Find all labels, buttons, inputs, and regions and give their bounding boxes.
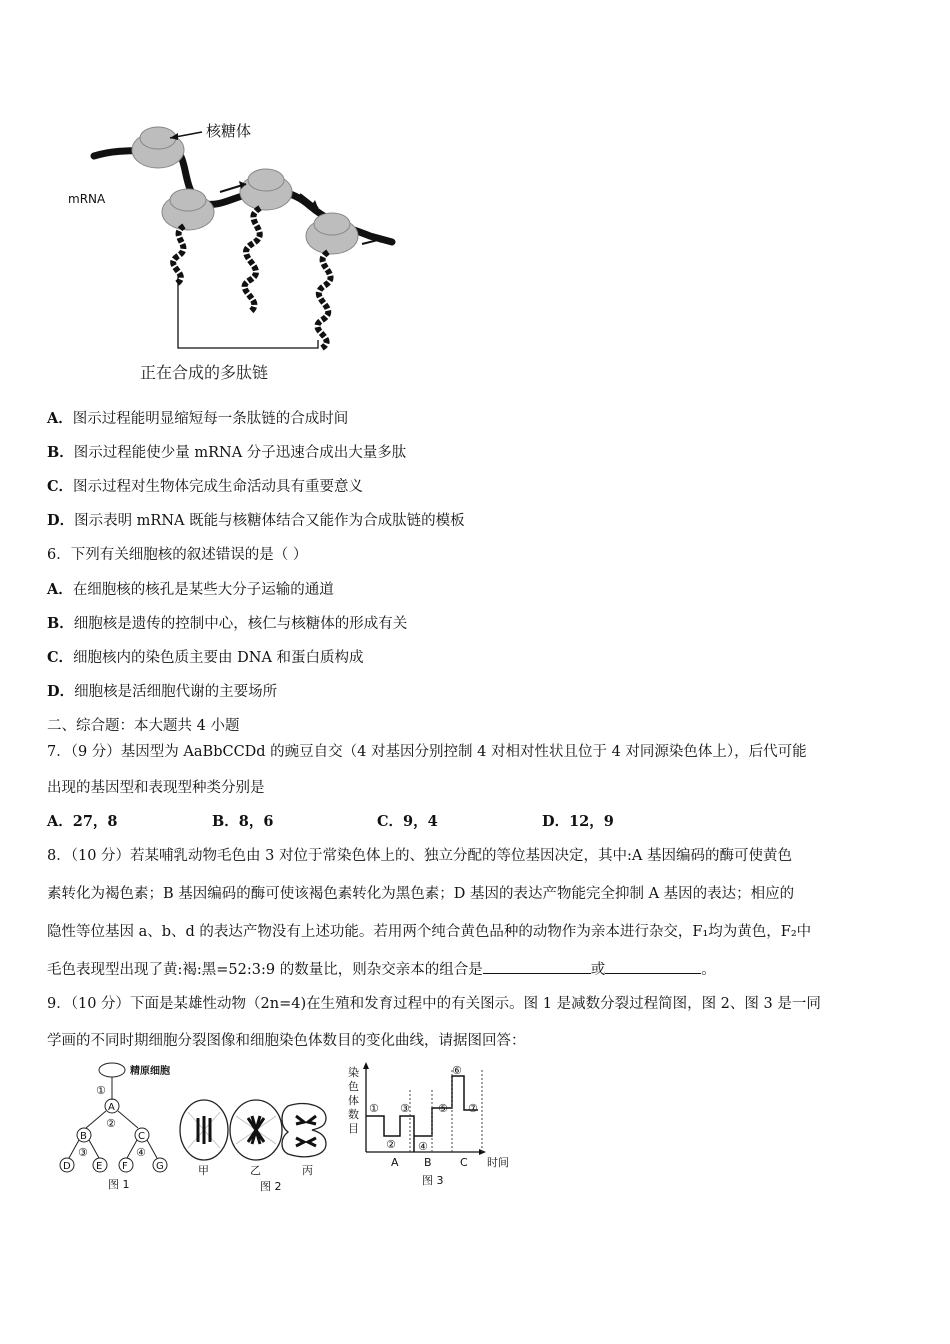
ribosome-2 xyxy=(162,189,214,230)
ribosome-1 xyxy=(132,127,184,168)
polypeptide-chain xyxy=(245,208,260,312)
svg-text:④: ④ xyxy=(136,1146,146,1159)
q7-stem-line2: 出现的基因型和表现型种类分别是 xyxy=(47,780,265,796)
figure-2-caption: 图 2 xyxy=(260,1180,282,1193)
cell-yi xyxy=(230,1100,282,1160)
q8-line4: 毛色表现型出现了黄:褐:黑=52:3:9 的数量比，则杂交亲本的组合是 或 。 xyxy=(47,959,716,980)
q9-line2: 学画的不同时期细胞分裂图像和细胞染色体数目的变化曲线，请据图回答： xyxy=(47,1033,526,1049)
label-ribosome: 核糖体 xyxy=(206,122,252,140)
ribosome-4 xyxy=(306,213,358,254)
q7-option-d[interactable]: D．12，9 xyxy=(542,813,614,830)
svg-text:⑥: ⑥ xyxy=(452,1064,462,1077)
q5-option-a[interactable]: A．图示过程能明显缩短每一条肽链的合成时间 xyxy=(47,410,349,427)
polysome-figure xyxy=(60,108,420,390)
q6-option-a[interactable]: A．在细胞核的核孔是某些大分子运输的通道 xyxy=(47,581,334,598)
svg-text:B: B xyxy=(424,1156,432,1169)
svg-text:染: 染 xyxy=(348,1066,359,1079)
svg-text:G: G xyxy=(156,1161,164,1172)
svg-text:体: 体 xyxy=(348,1094,359,1107)
q8-line3: 隐性等位基因 a、b、d 的表达产物没有上述功能。若用两个纯合黄色品种的动物作为亲本进行杂交，F₁均为黄色，F₂中 xyxy=(47,924,812,940)
svg-text:①: ① xyxy=(96,1084,106,1097)
svg-text:B: B xyxy=(80,1131,87,1142)
svg-text:目: 目 xyxy=(348,1122,359,1135)
cell-yi-label: 乙 xyxy=(250,1164,261,1177)
q5-option-d[interactable]: D．图示表明 mRNA 既能与核糖体结合又能作为合成肽链的模板 xyxy=(47,512,465,529)
svg-text:C: C xyxy=(460,1156,468,1169)
svg-text:④: ④ xyxy=(418,1140,428,1153)
svg-text:数: 数 xyxy=(348,1108,359,1121)
q6-stem: 6．下列有关细胞核的叙述错误的是（ ） xyxy=(47,547,308,563)
q7-options xyxy=(47,812,707,832)
ribosome-3 xyxy=(240,169,292,210)
q7-stem-line1: 7．（9 分）基因型为 AaBbCCDd 的豌豆自交（4 对基因分别控制 4 对相对性状且位于 4 对同源染色体上），后代可能 xyxy=(47,744,807,760)
q7-option-a[interactable]: A．27，8 xyxy=(47,813,118,830)
figure-1-caption: 图 1 xyxy=(108,1178,130,1191)
answer-blank-1[interactable] xyxy=(483,959,591,974)
q6-option-c[interactable]: C．细胞核内的染色质主要由 DNA 和蛋白质构成 xyxy=(47,649,364,666)
svg-text:E: E xyxy=(96,1161,103,1172)
svg-text:A: A xyxy=(108,1102,115,1113)
svg-text:色: 色 xyxy=(348,1080,359,1093)
q6-option-d[interactable]: D．细胞核是活细胞代谢的主要场所 xyxy=(47,683,278,700)
svg-text:③: ③ xyxy=(78,1146,88,1159)
q5-option-b[interactable]: B．图示过程能使少量 mRNA 分子迅速合成出大量多肽 xyxy=(47,444,407,461)
svg-text:③: ③ xyxy=(400,1102,410,1115)
cell-bing-label: 丙 xyxy=(302,1164,313,1177)
svg-text:⑤: ⑤ xyxy=(438,1102,448,1115)
svg-text:F: F xyxy=(122,1161,128,1172)
svg-text:D: D xyxy=(63,1161,71,1172)
x-axis-label: 时间 xyxy=(487,1156,509,1169)
label-mrna: mRNA xyxy=(68,192,106,206)
svg-text:②: ② xyxy=(386,1138,396,1151)
node-spermatogonium xyxy=(99,1063,125,1077)
svg-text:A: A xyxy=(391,1156,399,1169)
figure-3-caption: 图 3 xyxy=(422,1174,444,1187)
figure-2-cells xyxy=(176,1098,336,1194)
svg-text:①: ① xyxy=(369,1102,379,1115)
answer-blank-2[interactable] xyxy=(605,959,701,974)
svg-text:C: C xyxy=(138,1131,145,1142)
q7-option-b[interactable]: B．8，6 xyxy=(212,813,274,830)
q6-option-b[interactable]: B．细胞核是遗传的控制中心，核仁与核糖体的形成有关 xyxy=(47,615,408,632)
label-spermatogonium: 精原细胞 xyxy=(130,1066,170,1077)
section-heading: 二、综合题：本大题共 4 小题 xyxy=(47,718,240,734)
svg-text:②: ② xyxy=(106,1117,116,1130)
cell-jia xyxy=(180,1100,228,1160)
q8-line1: 8．（10 分）若某哺乳动物毛色由 3 对位于常染色体上的、独立分配的等位基因决定，其中:A 基因编码的酶可使黄色 xyxy=(47,848,792,864)
q7-option-c[interactable]: C．9，4 xyxy=(377,813,438,830)
figure-1-meiosis-tree xyxy=(50,1060,180,1194)
cell-bing xyxy=(282,1104,326,1157)
q8-line2: 素转化为褐色素；B 基因编码的酶可使该褐色素转化为黑色素；D 基因的表达产物能完全抑制 A 基因的表达；相应的 xyxy=(47,886,795,902)
cell-jia-label: 甲 xyxy=(198,1164,209,1177)
q5-option-c[interactable]: C．图示过程对生物体完成生命活动具有重要意义 xyxy=(47,478,364,495)
figure-3-chromosome-curve xyxy=(344,1060,524,1194)
q9-line1: 9．（10 分）下面是某雄性动物（2n=4)在生殖和发育过程中的有关图示。图 1 是减数分裂过程简图，图 2、图 3 是一同 xyxy=(47,996,821,1012)
svg-text:⑦: ⑦ xyxy=(468,1102,478,1115)
polypeptide-chain xyxy=(317,252,330,348)
label-polypeptide: 正在合成的多肽链 xyxy=(140,363,269,382)
